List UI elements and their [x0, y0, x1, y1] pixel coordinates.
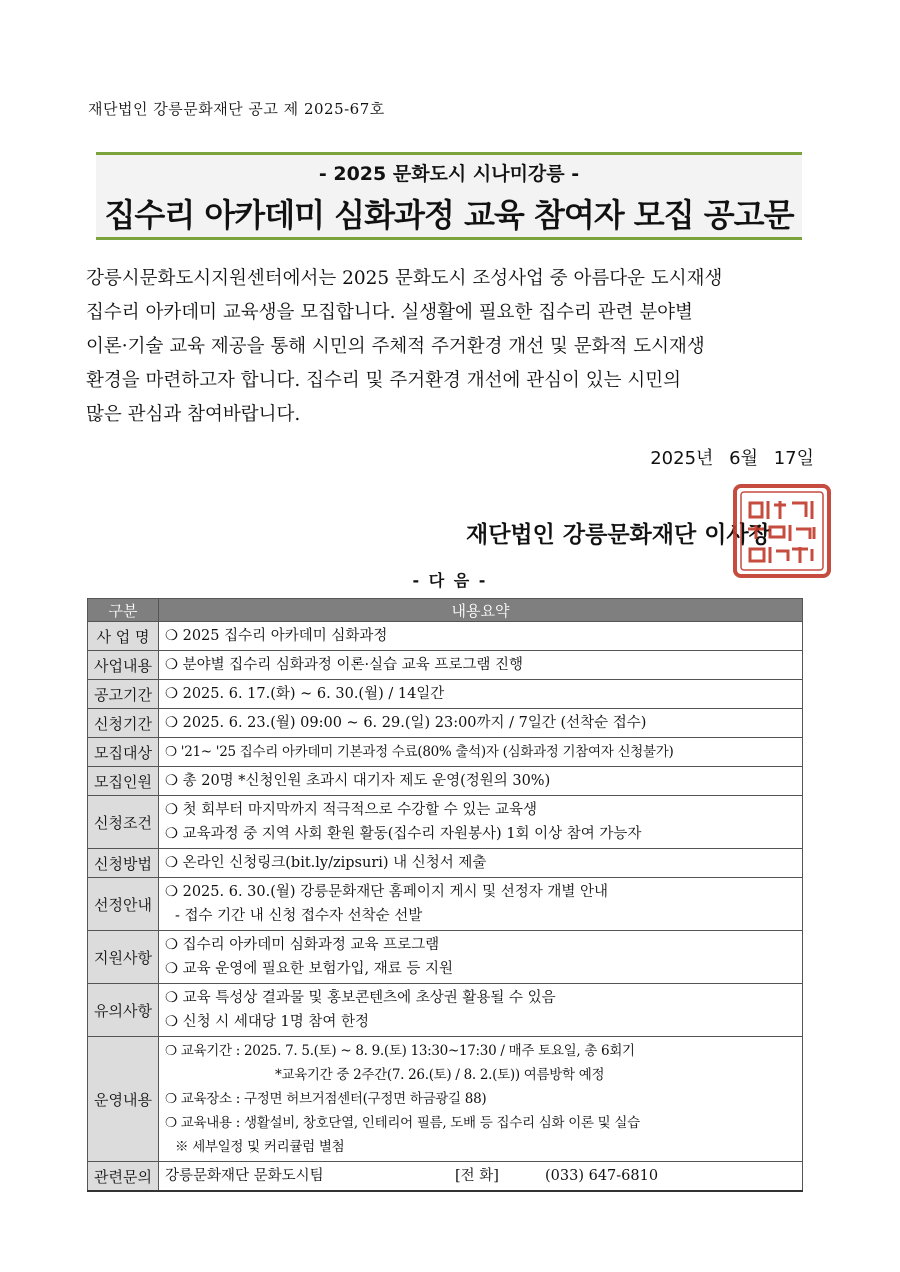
intro-line: 이론·기술 교육 제공을 통해 시민의 주체적 주거환경 개선 및 문화적 도시재생 [86, 336, 705, 357]
row-label: 사 업 명 [88, 622, 159, 651]
row-label: 유의사항 [88, 984, 159, 1037]
notice-date: 2025년 6월 17일 [650, 448, 814, 469]
row-text: ❍ 2025 집수리 아카데미 심화과정 [165, 628, 388, 644]
table-row [88, 651, 803, 680]
row-text: ❍ 온라인 신청링크(bit.ly/zipsuri) 내 신청서 제출 [165, 855, 487, 871]
row-label: 신청기간 [88, 709, 159, 738]
row-text: ❍ 총 20명 *신청인원 초과시 대기자 제도 운영(정원의 30%) [165, 773, 551, 789]
table-row [88, 931, 803, 984]
table-row [88, 796, 803, 849]
intro-paragraph [86, 262, 816, 432]
header-summary: 내용요약 [159, 599, 803, 622]
row-text: ❍ 교육 운영에 필요한 보험가입, 재료 등 지원 [165, 961, 453, 977]
intro-line: 강릉시문화도시지원센터에서는 2025 문화도시 조성사업 중 아름다운 도시재생 [86, 268, 723, 289]
row-text: *교육기간 중 2주간(7. 26.(토) / 8. 2.(토)) 여름방학 예정 [275, 1067, 605, 1083]
row-text: ❍ 집수리 아카데미 심화과정 교육 프로그램 [165, 937, 440, 953]
table-row [88, 878, 803, 931]
table-row [88, 680, 803, 709]
notice-number: 재단법인 강릉문화재단 공고 제 2025-67호 [88, 100, 385, 118]
row-label: 사업내용 [88, 651, 159, 680]
row-label: 선정안내 [88, 878, 159, 931]
organization-name: 재단법인 강릉문화재단 이사장 [466, 522, 771, 548]
title-box [96, 152, 802, 240]
page-title: 집수리 아카데미 심화과정 교육 참여자 모집 공고문 [104, 196, 794, 234]
row-text: ❍ 2025. 6. 17.(화) ~ 6. 30.(월) / 14일간 [165, 686, 445, 702]
row-label: 지원사항 [88, 931, 159, 984]
row-label: 신청조건 [88, 796, 159, 849]
row-text: ※ 세부일정 및 커리큘럼 별첨 [175, 1139, 345, 1155]
phone-label: [전 화] [455, 1168, 499, 1184]
row-label: 신청방법 [88, 849, 159, 878]
table-row [88, 849, 803, 878]
subtitle: - 2025 문화도시 시나미강릉 - [318, 163, 580, 185]
row-text: ❍ 교육내용 : 생활설비, 창호단열, 인테리어 필름, 도배 등 집수리 심화 이론 및 실습 [165, 1115, 640, 1131]
row-label: 모집인원 [88, 767, 159, 796]
row-text: ❍ 교육과정 중 지역 사회 환원 활동(집수리 자원봉사) 1회 이상 참여 가능자 [165, 826, 642, 842]
row-text: ❍ 교육장소 : 구정면 허브거점센터(구정면 하금광길 88) [165, 1091, 487, 1107]
table-row [88, 1162, 803, 1192]
row-text: ❍ 교육기간 : 2025. 7. 5.(토) ~ 8. 9.(토) 13:30~17:30 / 매주 토요일, 총 6회기 [165, 1043, 635, 1059]
intro-line: 많은 관심과 참여바랍니다. [86, 404, 301, 425]
summary-table [87, 598, 803, 1192]
row-text: ❍ 2025. 6. 23.(월) 09:00 ~ 6. 29.(일) 23:00까지 / 7일간 (선착순 접수) [165, 715, 647, 731]
row-label: 운영내용 [88, 1037, 159, 1162]
intro-line: 환경을 마련하고자 합니다. 집수리 및 주거환경 개선에 관심이 있는 시민의 [86, 370, 681, 391]
contact-dept: 강릉문화재단 문화도시팀 [165, 1168, 324, 1184]
row-label: 모집대상 [88, 738, 159, 767]
table-row [88, 767, 803, 796]
row-text: ❍ 첫 회부터 마지막까지 적극적으로 수강할 수 있는 교육생 [165, 802, 538, 818]
row-text: ❍ 2025. 6. 30.(월) 강릉문화재단 홈페이지 게시 및 선정자 개별 안내 [165, 884, 608, 900]
phone-number: (033) 647-6810 [545, 1168, 659, 1184]
row-text: ❍ 교육 특성상 결과물 및 홍보콘텐츠에 초상권 활용될 수 있음 [165, 990, 556, 1006]
row-text: ❍ 신청 시 세대당 1명 참여 한정 [165, 1014, 369, 1030]
row-label: 공고기간 [88, 680, 159, 709]
table-row [88, 709, 803, 738]
official-seal-icon [732, 483, 832, 579]
table-header-row [88, 599, 803, 622]
row-text: ❍ '21~ '25 집수리 아카데미 기본과정 수료(80% 출석)자 (심화과정 기참여자 신청불가) [165, 744, 674, 760]
section-heading: - 다 음 - [412, 571, 488, 590]
row-label: 관련문의 [88, 1162, 159, 1192]
row-text: ❍ 분야별 집수리 심화과정 이론·실습 교육 프로그램 진행 [165, 657, 524, 673]
table-row [88, 622, 803, 651]
header-category: 구분 [88, 599, 159, 622]
table-row [88, 984, 803, 1037]
table-row [88, 738, 803, 767]
row-text: - 접수 기간 내 신청 접수자 선착순 선발 [175, 908, 423, 924]
table-row [88, 1037, 803, 1162]
intro-line: 집수리 아카데미 교육생을 모집합니다. 실생활에 필요한 집수리 관련 분야별 [86, 302, 693, 323]
